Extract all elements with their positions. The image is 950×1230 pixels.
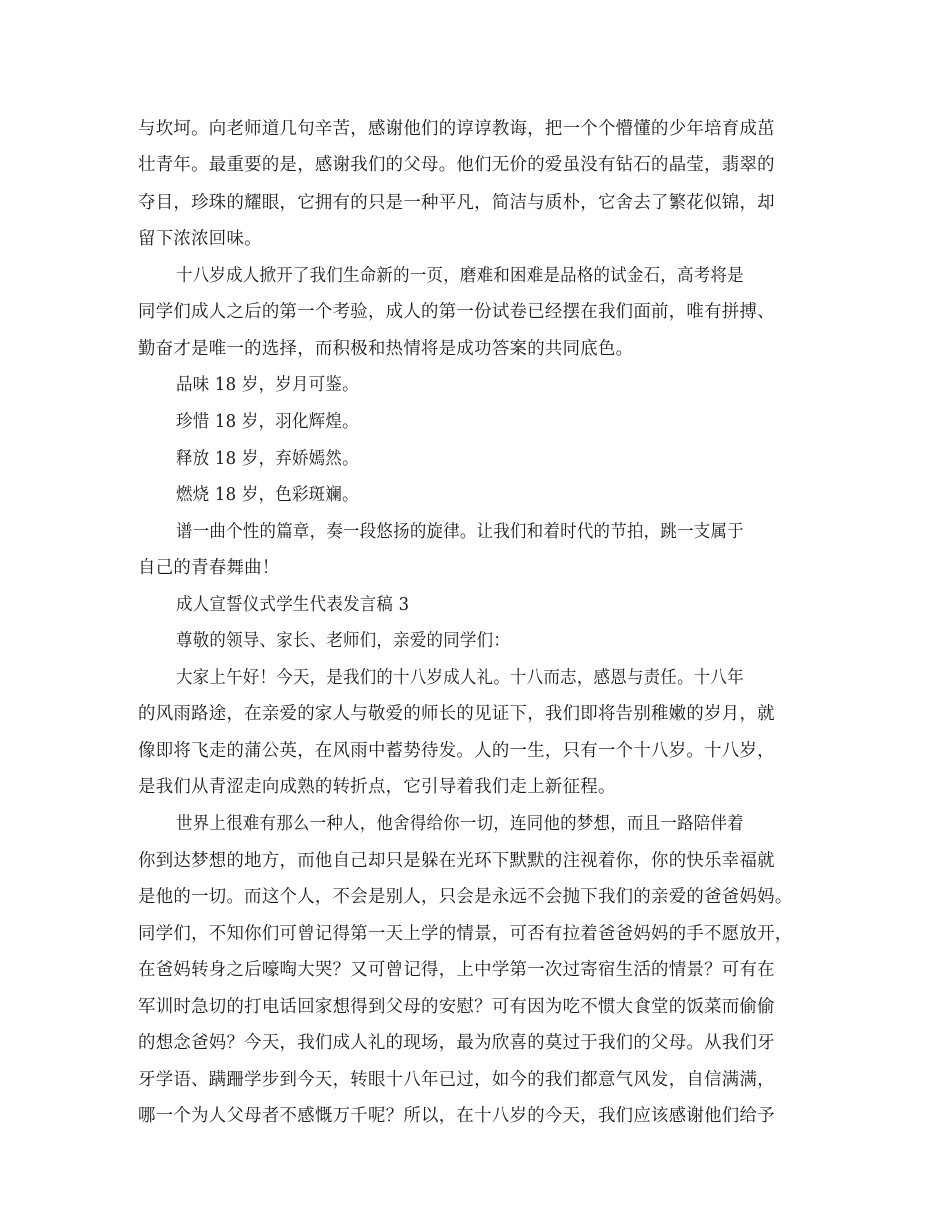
text-line: 牙学语、蹒跚学步到今天，转眼十八年已过，如今的我们都意气风发，自信满满，: [138, 1070, 775, 1090]
section-title: 成人宣誓仪式学生代表发言稿 3: [176, 595, 410, 615]
paragraph-first-line: 世界上很难有那么一种人，他舍得给你一切，连同他的梦想，而且一路陪伴着: [176, 814, 744, 834]
text-line: 的风雨路途，在亲爱的家人与敬爱的师长的见证下，我们即将告别稚嫩的岁月，就: [138, 704, 775, 724]
text-line: 勤奋才是唯一的选择，而积极和热情将是成功答案的共同底色。: [138, 339, 634, 359]
text-line: 壮青年。最重要的是，感谢我们的父母。他们无价的爱虽没有钻石的晶莹，翡翠的: [138, 155, 775, 175]
verse-line: 品味 18 岁，岁月可鉴。: [176, 375, 359, 395]
text-line: 是我们从青涩走向成熟的转折点，它引导着我们走上新征程。: [138, 777, 616, 797]
verse-line: 珍惜 18 岁，羽化辉煌。: [176, 412, 359, 432]
text-line: 你到达梦想的地方，而他自己却只是躲在光环下默默的注视着你，你的快乐幸福就: [138, 851, 775, 871]
text-line: 自己的青春舞曲！: [138, 558, 280, 578]
paragraph-first-line: 谱一曲个性的篇章，奏一段悠扬的旋律。让我们和着时代的节拍，跳一支属于: [176, 522, 744, 542]
paragraph-first-line: 十八岁成人掀开了我们生命新的一页，磨难和困难是品格的试金石，高考将是: [176, 266, 744, 286]
verse-line: 燃烧 18 岁，色彩斑斓。: [176, 485, 359, 505]
text-line: 的想念爸妈？今天，我们成人礼的现场，最为欣喜的莫过于我们的父母。从我们牙: [138, 1033, 775, 1053]
text-line: 与坎坷。向老师道几句辛苦，感谢他们的谆谆教诲，把一个个懵懂的少年培育成茁: [138, 119, 775, 139]
salutation: 尊敬的领导、家长、老师们，亲爱的同学们：: [176, 631, 511, 651]
text-line: 是他的一切。而这个人，不会是别人，只会是永远不会抛下我们的亲爱的爸爸妈妈。: [138, 887, 793, 907]
paragraph-first-line: 大家上午好！今天，是我们的十八岁成人礼。十八而志，感恩与责任。十八年: [176, 668, 744, 688]
text-line: 留下浓浓回味。: [138, 229, 262, 249]
text-line: 哪一个为人父母者不感慨万千呢？所以，在十八岁的今天，我们应该感谢他们给予: [138, 1106, 775, 1126]
text-line: 像即将飞走的蒲公英，在风雨中蓄势待发。人的一生，只有一个十八岁。十八岁，: [138, 741, 775, 761]
text-line: 夺目，珍珠的耀眼，它拥有的只是一种平凡，简洁与质朴，它舍去了繁花似锦，却: [138, 193, 775, 213]
text-line: 在爸妈转身之后嚎啕大哭？又可曾记得，上中学第一次过寄宿生活的情景？可有在: [138, 960, 775, 980]
text-line: 同学们成人之后的第一个考验，成人的第一份试卷已经摆在我们面前，唯有拼搏、: [138, 302, 775, 322]
verse-line: 释放 18 岁，弃娇嫣然。: [176, 449, 359, 469]
text-line: 同学们，不知你们可曾记得第一天上学的情景，可否有拉着爸爸妈妈的手不愿放开，: [138, 924, 793, 944]
text-line: 军训时急切的打电话回家想得到父母的安慰？可有因为吃不惯大食堂的饭菜而偷偷: [138, 997, 775, 1017]
